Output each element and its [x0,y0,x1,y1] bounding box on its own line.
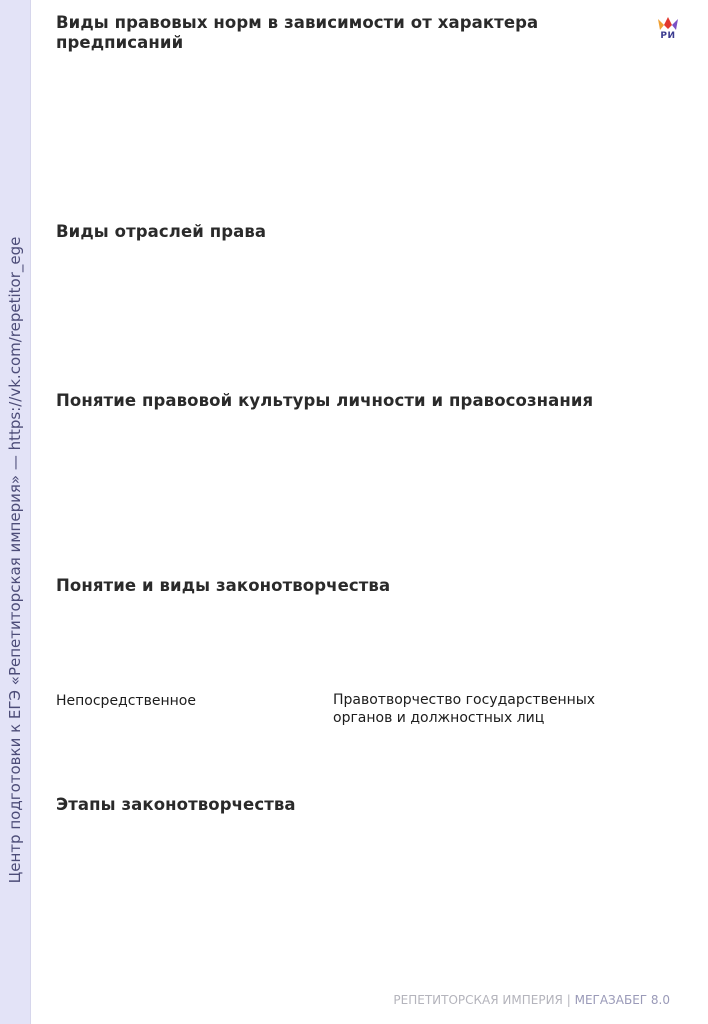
heading-legal-culture: Понятие правовой культуры личности и правосознания [56,391,594,410]
logo-text: РИ [660,31,676,41]
heading-branch-types: Виды отраслей права [56,222,267,241]
crown-icon [655,16,681,32]
lawmaking-type-direct: Непосредственное [56,693,196,709]
sidebar-stripe [0,0,31,1024]
footer-separator: | [566,993,571,1007]
heading-norm-types: Виды правовых норм в зависимости от характера предписаний [56,13,539,52]
lawmaking-type-state-bodies: Правотворчество государственных органов и должностных лиц [333,692,596,726]
heading-lawmaking-stages: Этапы законотворчества [56,795,296,814]
sidebar-vertical-text: Центр подготовки к ЕГЭ «Репетиторская империя» — https://vk.com/repetitor_ege [6,236,24,884]
footer-event: МЕГАЗАБЕГ 8.0 [574,993,670,1007]
footer-brand: РЕПЕТИТОРСКАЯ ИМПЕРИЯ [393,993,563,1007]
footer [393,993,670,1007]
logo [655,16,681,46]
heading-lawmaking-concept: Понятие и виды законотворчества [56,576,391,595]
